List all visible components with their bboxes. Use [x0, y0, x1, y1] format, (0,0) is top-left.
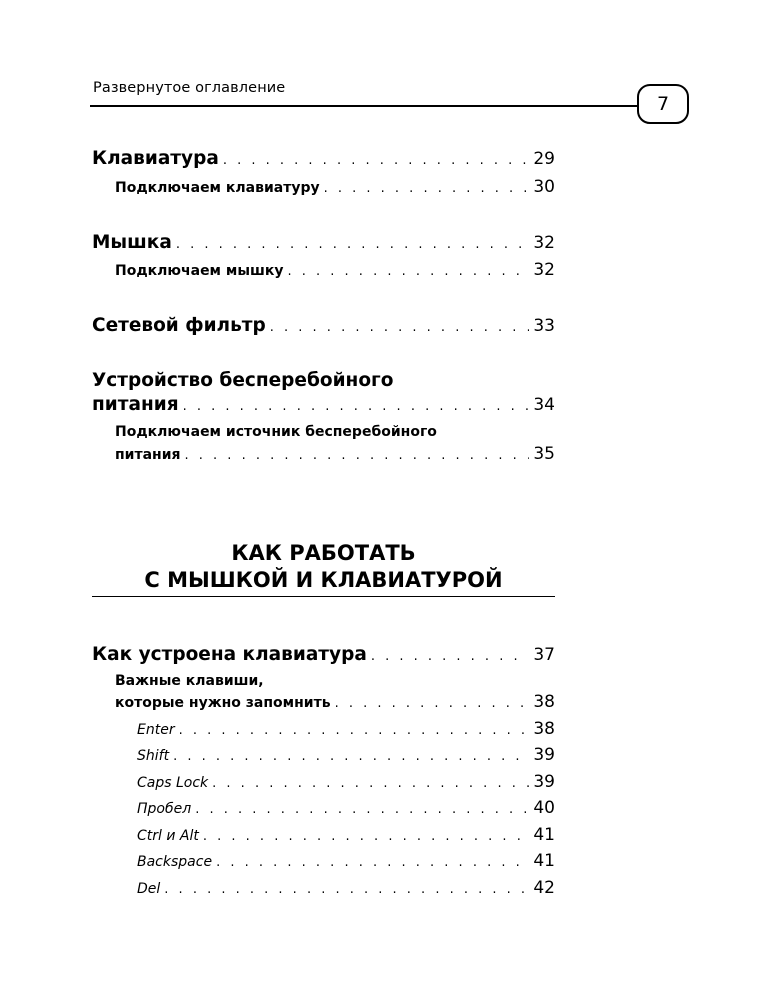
toc-entry[interactable]	[137, 851, 555, 871]
toc-entry-page: 29	[533, 149, 555, 169]
toc-entry-page: 40	[533, 798, 555, 818]
toc-entry[interactable]	[92, 644, 555, 665]
toc-entry-page: 39	[533, 772, 555, 792]
toc-entry-page: 34	[533, 395, 555, 415]
toc-entry-title: Caps Lock	[137, 775, 209, 791]
toc-entry-title-line1: Устройство бесперебойного	[92, 370, 394, 391]
toc-entry-title: Мышка	[92, 232, 172, 253]
toc-entry-title: Пробел	[137, 801, 192, 817]
toc-entry[interactable]	[115, 444, 555, 464]
toc-entry-page: 41	[533, 851, 555, 871]
toc-entry[interactable]	[137, 825, 555, 845]
dot-leader	[183, 399, 530, 414]
dot-leader	[223, 153, 530, 168]
dot-leader	[216, 855, 529, 870]
dot-leader	[212, 776, 529, 791]
toc-entry-page: 38	[533, 692, 555, 712]
dot-leader	[179, 723, 530, 738]
toc-entry[interactable]	[137, 772, 555, 792]
toc-entry-title-line1: Важные клавиши,	[115, 673, 264, 689]
section-rule	[92, 596, 555, 597]
toc-entry-title: питания	[115, 447, 181, 463]
toc-entry[interactable]	[137, 745, 555, 765]
toc-entry-title: Клавиатура	[92, 148, 219, 169]
toc-entry[interactable]	[92, 394, 555, 415]
toc-entry-page: 38	[533, 719, 555, 739]
toc-entry[interactable]	[92, 232, 555, 253]
toc-entry-title: питания	[92, 394, 179, 415]
toc-entry[interactable]	[115, 692, 555, 712]
toc-entry[interactable]	[92, 315, 555, 336]
section-heading-line1: КАК РАБОТАТЬ	[231, 541, 416, 565]
dot-leader	[176, 237, 530, 252]
dot-leader	[164, 882, 529, 897]
toc-entry-title: Enter	[137, 722, 175, 738]
dot-leader	[185, 448, 530, 463]
toc-entry-title: Подключаем мышку	[115, 263, 284, 279]
toc-entry-title-line1: Подключаем источник бесперебойного	[115, 424, 437, 440]
toc-entry[interactable]	[137, 878, 555, 898]
toc-entry-title: Del	[137, 881, 161, 897]
dot-leader	[324, 181, 530, 196]
running-header: Развернутое оглавление	[93, 80, 286, 96]
toc-entry-title: Shift	[137, 748, 170, 764]
toc-entry-page: 32	[533, 260, 555, 280]
toc-entry-page: 41	[533, 825, 555, 845]
toc-entry-page: 42	[533, 878, 555, 898]
toc-entry-title: Как устроена клавиатура	[92, 644, 367, 665]
dot-leader	[173, 749, 529, 764]
dot-leader	[203, 829, 529, 844]
toc-entry-title: Ctrl и Alt	[137, 828, 199, 844]
toc-entry-page: 30	[533, 177, 555, 197]
dot-leader	[371, 649, 530, 664]
page-number-badge: 7	[637, 84, 689, 124]
toc-entry-page: 33	[533, 316, 555, 336]
toc-entry[interactable]	[115, 260, 555, 280]
dot-leader	[270, 320, 530, 335]
dot-leader	[335, 696, 530, 711]
toc-entry-title: Backspace	[137, 854, 213, 870]
toc-entry-page: 39	[533, 745, 555, 765]
section-heading	[92, 540, 555, 594]
toc-entry-title: Сетевой фильтр	[92, 315, 266, 336]
toc-entry-page: 37	[533, 645, 555, 665]
toc-entry[interactable]	[137, 798, 555, 818]
toc-entry-page: 35	[533, 444, 555, 464]
toc-entry-page: 32	[533, 233, 555, 253]
dot-leader	[287, 264, 529, 279]
toc-entry-title: Подключаем клавиатуру	[115, 180, 320, 196]
section-heading-line2: С МЫШКОЙ И КЛАВИАТУРОЙ	[144, 568, 503, 592]
toc-entry-title: которые нужно запомнить	[115, 695, 331, 711]
dot-leader	[195, 802, 529, 817]
toc-entry[interactable]	[92, 148, 555, 169]
toc-entry[interactable]	[137, 719, 555, 739]
toc-entry[interactable]	[115, 177, 555, 197]
header-rule	[90, 105, 642, 107]
